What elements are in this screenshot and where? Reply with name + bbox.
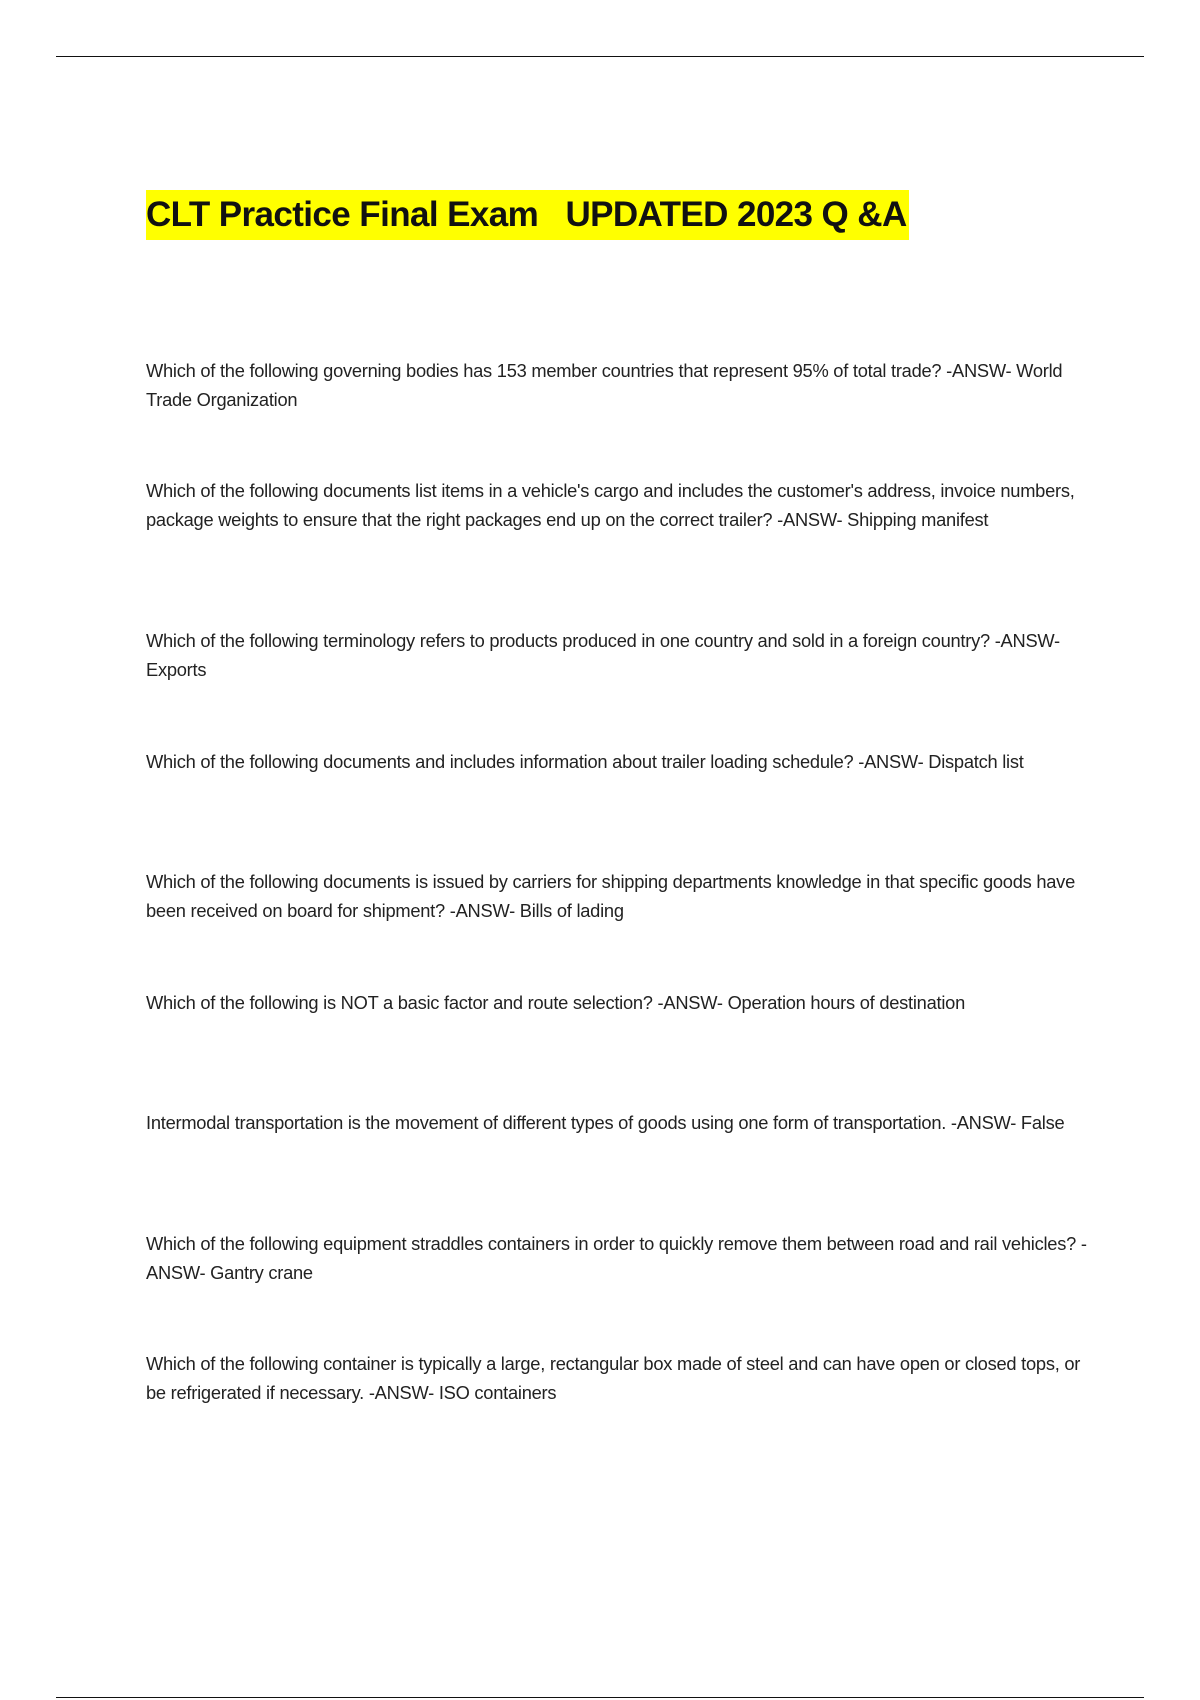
- qa-item-7: Intermodal transportation is the movement of different types of goods using one form of transportation. -ANSW- False: [146, 1112, 1065, 1133]
- qa-item-4: Which of the following documents and includes information about trailer loading schedule? -ANSW- Dispatch list: [146, 751, 1024, 772]
- qa-item-5: Which of the following documents is issued by carriers for shipping departments knowledge in that specific goods have been received on board for shipment? -ANSW- Bills of lading: [146, 871, 1075, 921]
- qa-item-9: Which of the following container is typically a large, rectangular box made of steel and can have open or closed tops, or be refrigerated if necessary. -ANSW- ISO containers: [146, 1353, 1081, 1403]
- top-rule: [56, 56, 1144, 57]
- qa-item-1: Which of the following governing bodies has 153 member countries that represent 95% of total trade? -ANSW- World Trade Organization: [146, 360, 1063, 410]
- qa-item-6: Which of the following is NOT a basic factor and route selection? -ANSW- Operation hours of destination: [146, 992, 965, 1013]
- bottom-rule: [56, 1697, 1144, 1698]
- qa-item-8: Which of the following equipment straddles containers in order to quickly remove them between road and rail vehicles? -ANSW- Gantry crane: [146, 1233, 1087, 1283]
- qa-item-2: Which of the following documents list items in a vehicle's cargo and includes the customer's address, invoice numbers, package weights to ensure that the right packages end up on the correct trailer? -ANSW- Shipping manifest: [146, 480, 1075, 530]
- page-title: CLT Practice Final Exam UPDATED 2023 Q &A: [146, 190, 909, 240]
- qa-item-3: Which of the following terminology refers to products produced in one country and sold in a foreign country? -ANSW- Exports: [146, 630, 1060, 680]
